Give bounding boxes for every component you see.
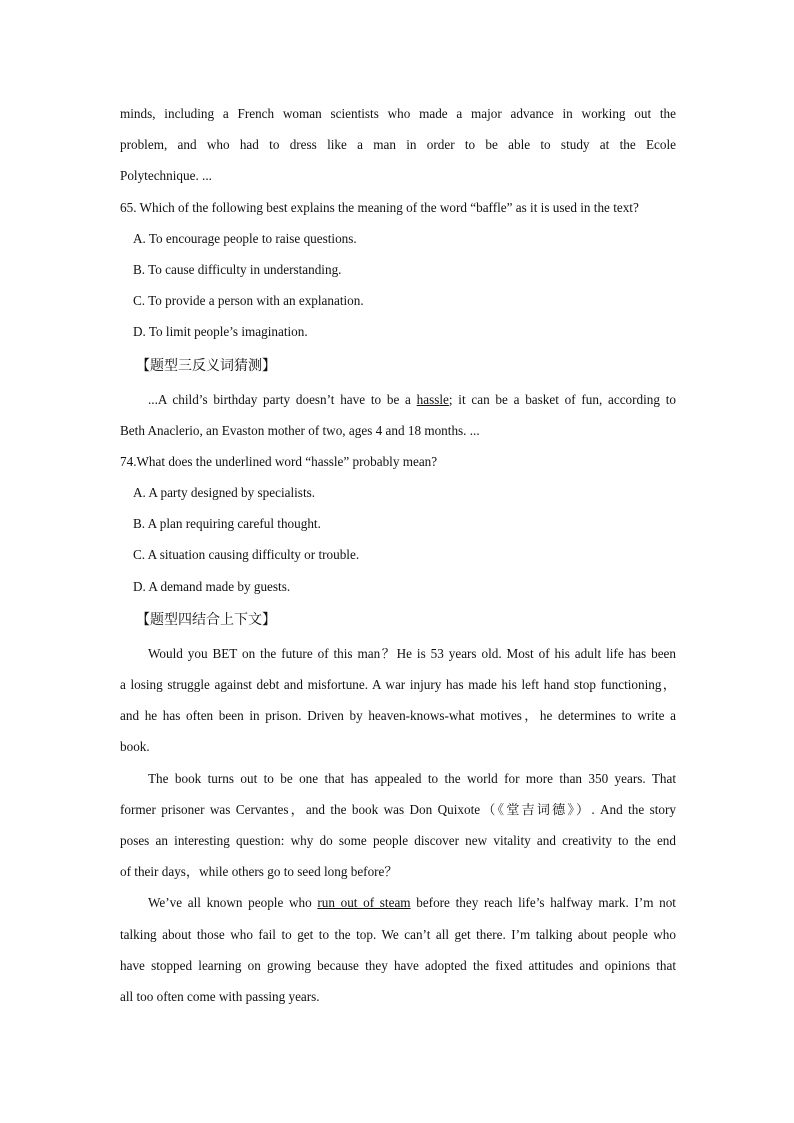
option-c: C. A situation causing difficulty or trouble. [133,547,360,563]
passage-line [120,384,676,415]
option-b: B. To cause difficulty in understanding. [133,261,342,277]
paragraph-line: of their days，while others go to seed long before？ [120,864,398,880]
document-body [120,98,676,1012]
paragraph-line: and he has often been in prison. Driven by heaven-knows-what motives，he determines to write a [120,708,676,724]
passage-line: minds, including a French woman scientists who made a major advance in working out the [120,106,676,121]
paragraph-line: poses an interesting question: why do some people discover new vitality and creativity to the end [120,832,676,848]
question-65: 65. Which of the following best explains the meaning of the word “baffle” as it is used in the text? [120,199,639,215]
paragraph-text: before they reach life’s halfway mark. I’m not [410,895,676,911]
option-b: B. A plan requiring careful thought. [133,516,321,532]
passage-text: ; it can be a basket of fun, according to [448,391,676,407]
passage-excerpt [120,98,676,192]
passage-line: problem, and who had to dress like a man in order to be able to study at the Ecole [120,137,676,153]
paragraph-line: have stopped learning on growing because they have adopted the fixed attitudes and opinions that [120,957,676,973]
paragraph-line: all too often come with passing years. [120,988,320,1004]
underlined-phrase-run-out-of-steam: run out of steam [317,895,411,911]
option-d: D. To limit people’s imagination. [133,324,308,340]
paragraph-line: a losing struggle against debt and misfortune. A war injury has made his left hand stop functioning， [120,677,676,692]
option-a: A. To encourage people to raise questions. [133,230,357,246]
paragraph-line: The book turns out to be one that has appealed to the world for more than 350 years. That [148,770,676,786]
paragraph-3 [120,887,676,1012]
paragraph-line [120,887,676,918]
option-d: D. A demand made by guests. [133,578,291,594]
paragraph-line: former prisoner was Cervantes，and the book was Don Quixote（《堂吉词德》）. And the story [120,801,676,817]
paragraph-line: talking about those who fail to get to the top. We can’t all get there. I’m talking about people who [120,926,676,942]
passage-line: Beth Anaclerio, an Evaston mother of two, ages 4 and 18 months. ... [120,422,480,438]
section-heading-context: 【题型四结合上下文】 [136,611,276,628]
paragraph-line: Would you BET on the future of this man？He is 53 years old. Most of his adult life has been [148,645,676,661]
option-c: C. To provide a person with an explanation. [133,293,364,309]
passage-line: Polytechnique. ... [120,168,212,184]
section-heading-antonym: 【题型三反义词猜测】 [136,357,276,374]
paragraph-2 [120,763,676,888]
paragraph-text: We’ve all known people who [148,895,318,911]
underlined-word-hassle: hassle [416,391,449,407]
paragraph-1 [120,638,676,763]
paragraph-line: book. [120,739,150,755]
option-a: A. A party designed by specialists. [133,485,316,501]
question-74: 74.What does the underlined word “hassle” probably mean? [120,453,438,469]
passage-text: ...A child’s birthday party doesn’t have to be a [148,391,417,407]
